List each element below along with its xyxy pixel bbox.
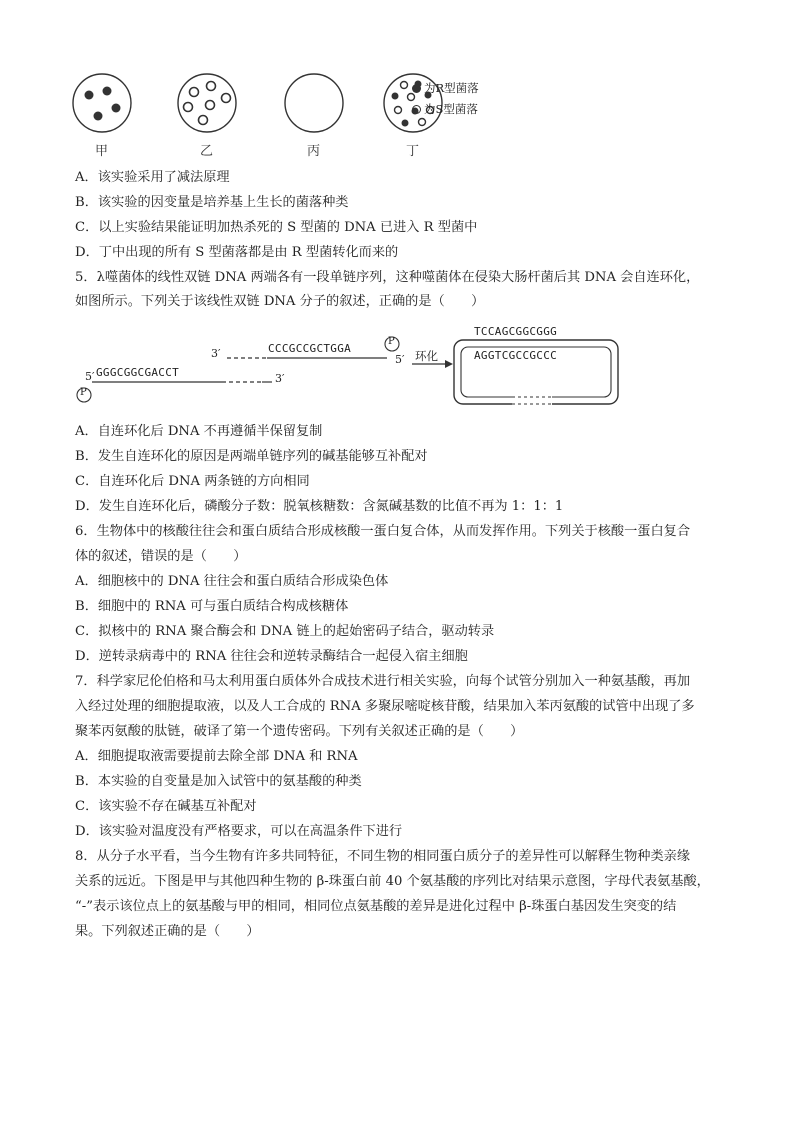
legend-item-r — [412, 79, 479, 97]
q7-option-c: C．该实验不存在碱基互补配对 — [75, 799, 257, 814]
dish-jia — [73, 74, 131, 132]
s-colony — [401, 82, 408, 89]
q8-stem-line3: “-”表示该位点上的氨基酸与甲的相同，相同位点氨基酸的差异是进化过程中 β-珠蛋白基因发生突变的结 — [75, 899, 677, 914]
q4-option-c: C．以上实验结果能证明加热杀死的 S 型菌的 DNA 已进入 R 型菌中 — [75, 220, 478, 235]
r-colony — [112, 104, 121, 113]
s-colony — [395, 107, 402, 114]
q4-option-a: A．该实验采用了减法原理 — [75, 170, 230, 185]
q7-option-d: D．该实验对温度没有严格要求，可以在高温条件下进行 — [75, 824, 403, 839]
r-colony — [402, 120, 409, 127]
dish-label-yi: 乙 — [200, 144, 214, 159]
phosphate-label: P — [80, 387, 87, 398]
legend-label: 为R型菌落 — [424, 81, 479, 95]
q6-stem-line2: 体的叙述，错误的是（ ） — [75, 549, 247, 564]
q8-stem-line4: 果。下列叙述正确的是（ ） — [75, 924, 260, 939]
q5-option-a: A．自连环化后 DNA 不再遵循半保留复制 — [75, 424, 323, 439]
dish-label-jia: 甲 — [95, 144, 109, 159]
legend-item-s — [412, 100, 478, 118]
q5-option-c: C．自连环化后 DNA 两条链的方向相同 — [75, 474, 310, 489]
s-colony — [206, 101, 215, 110]
q5-option-d: D．发生自连环化后，磷酸分子数：脱氧核糖数：含氮碱基数的比值不再为 1：1：1 — [75, 499, 564, 514]
q6-option-b: B．细胞中的 RNA 可与蛋白质结合构成核糖体 — [75, 599, 349, 614]
arrow-head-icon — [445, 360, 453, 368]
s-colony — [190, 88, 199, 97]
q8-stem-line1: 8．从分子水平看，当今生物有许多共同特征，不同生物的相同蛋白质分子的差异性可以解释生物种类亲缘 — [75, 849, 691, 864]
end-label-3prime-bottom: 3′ — [275, 372, 285, 385]
arrow-label: 环化 — [415, 349, 438, 363]
dish-label-bing: 丙 — [307, 144, 321, 159]
r-colony — [392, 93, 399, 100]
q5-stem-line2: 如图所示。下列关于该线性双链 DNA 分子的叙述，正确的是（ ） — [75, 294, 485, 309]
q6-stem-line1: 6．生物体中的核酸往往会和蛋白质结合形成核酸一蛋白复合体，从而发挥作用。下列关于核酸一蛋白复合 — [75, 524, 691, 539]
dish-bing — [285, 74, 343, 132]
ring-top-seq: TCCAGCGGCGGG — [474, 325, 558, 338]
q7-option-a: A．细胞提取液需要提前去除全部 DNA 和 RNA — [75, 749, 358, 764]
legend-label: 为S型菌落 — [424, 102, 478, 116]
s-colony — [222, 94, 231, 103]
s-colony — [207, 82, 216, 91]
q8-stem-line2: 关系的远近。下图是甲与其他四种生物的 β-珠蛋白前 40 个氨基酸的序列比对结果示意图，字母代表氨基酸， — [75, 874, 710, 889]
dish-label-ding: 丁 — [406, 144, 420, 159]
end-label-5prime-top: 5′ — [395, 353, 405, 366]
s-colony — [199, 116, 208, 125]
dna-cyclization-figure — [72, 320, 632, 412]
end-label-5prime-bottom: 5′ — [85, 370, 95, 383]
filled-dot-icon — [412, 84, 421, 93]
r-colony — [85, 91, 94, 100]
q7-stem-line3: 聚苯丙氨酸的肽链，破译了第一个遗传密码。下列有关叙述正确的是（ ） — [75, 724, 524, 739]
r-colony — [94, 112, 103, 121]
q7-stem-line1: 7．科学家尼伦伯格和马太利用蛋白质体外合成技术进行相关实验，向每个试管分别加入一种氨基酸，再加 — [75, 674, 691, 689]
q4-option-b: B．该实验的因变量是培养基上生长的菌落种类 — [75, 195, 349, 210]
ring-inner-seq: AGGTCGCCGCCC — [474, 349, 558, 362]
s-colony — [419, 119, 426, 126]
q5-stem-line1: 5．λ噬菌体的线性双链 DNA 两端各有一段单链序列，这种噬菌体在侵染大肠杆菌后其 DNA 会自连环化， — [75, 270, 700, 285]
end-label-3prime-top: 3′ — [211, 347, 221, 360]
q7-stem-line2: 入经过处理的细胞提取液，以及人工合成的 RNA 多聚尿嘧啶核苷酸，结果加入苯丙氨酸的试管中出现了多 — [75, 699, 695, 714]
seq-top-left: CCCGCCGCTGGA — [268, 342, 352, 355]
q6-option-d: D．逆转录病毒中的 RNA 往往会和逆转录酶结合一起侵入宿主细胞 — [75, 649, 468, 664]
q6-option-c: C．拟核中的 RNA 聚合酶会和 DNA 链上的起始密码子结合，驱动转录 — [75, 624, 495, 639]
seq-bottom-left: GGGCGGCGACCT — [96, 366, 180, 379]
legend — [412, 79, 512, 119]
q5-option-b: B．发生自连环化的原因是两端单链序列的碱基能够互补配对 — [75, 449, 428, 464]
q7-option-b: B．本实验的自变量是加入试管中的氨基酸的种类 — [75, 774, 362, 789]
r-colony — [103, 87, 112, 96]
s-colony — [184, 103, 193, 112]
hollow-dot-icon — [412, 105, 421, 114]
q6-option-a: A．细胞核中的 DNA 往往会和蛋白质结合形成染色体 — [75, 574, 389, 589]
phosphate-label: P — [388, 336, 395, 347]
q4-option-d: D．丁中出现的所有 S 型菌落都是由 R 型菌转化而来的 — [75, 245, 399, 260]
